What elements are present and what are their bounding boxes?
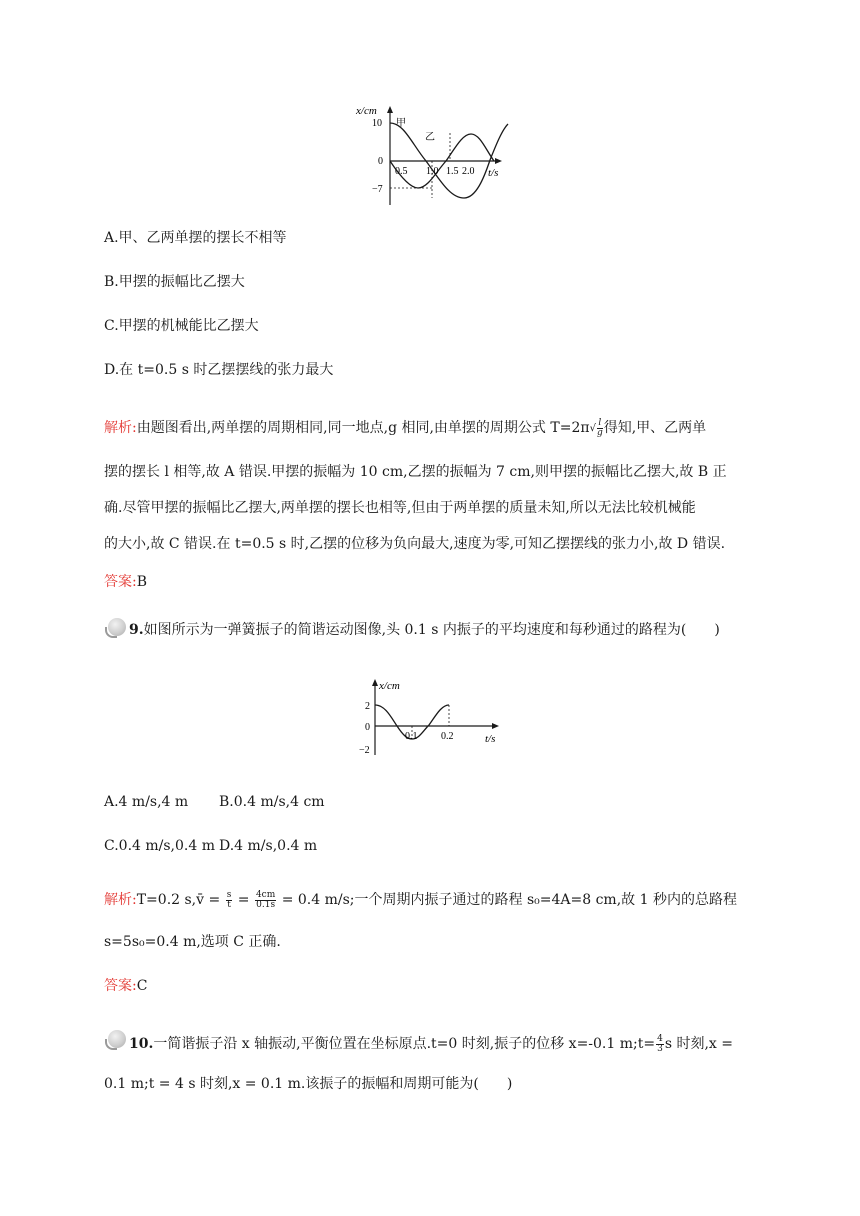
x-axis-arrow	[495, 158, 502, 164]
q9-options-row-1	[104, 792, 325, 812]
pendulum-graph	[350, 100, 510, 210]
x-tick-1.0: 1.0	[426, 166, 439, 177]
q9-number: 9.	[129, 622, 144, 638]
x-tick-0.2: 0.2	[441, 731, 454, 742]
x-tick-1.5: 1.5	[446, 166, 459, 177]
fraction-4cm-over-0.1s: $\frac{4cm}{0.1s}$	[255, 889, 276, 910]
y-axis-label: x/cm	[379, 680, 400, 692]
x-tick-0.5: 0.5	[395, 166, 408, 177]
q8-option-b: B.甲摆的振幅比乙摆大	[104, 274, 245, 290]
q9-option-d: D.4 m/s,0.4 m	[219, 838, 318, 854]
answer-value: C	[136, 978, 148, 994]
y-tick-0: 0	[378, 156, 383, 167]
q8-analysis-line-3: 确.尽管甲摆的振幅比乙摆大,两单摆的摆长也相等,但由于两单摆的质量未知,所以无法比较机械能	[104, 500, 696, 516]
q10-question-line-2: 0.1 m;t = 4 s 时刻,x = 0.1 m.该振子的振幅和周期可能为( )	[104, 1076, 513, 1092]
q9-option-a: A.4 m/s,4 m	[104, 794, 189, 810]
question-badge-icon	[108, 618, 126, 636]
y-axis-arrow	[387, 106, 393, 113]
q9-option-b: B.0.4 m/s,4 cm	[219, 794, 325, 810]
y-tick-neg7: −7	[372, 184, 383, 195]
q8-analysis-line-2: 摆的摆长 l 相等,故 A 错误.甲摆的振幅为 10 cm,乙摆的振幅为 7 cm,则甲摆的振幅比乙摆大,故 B 正	[104, 464, 727, 480]
y-tick-0: 0	[365, 722, 370, 733]
spring-oscillator-graph	[355, 675, 505, 760]
q8-analysis-line-4: 的大小,故 C 错误.在 t=0.5 s 时,乙摆的位移为负向最大,速度为零,可知乙摆摆线的张力小,故 D 错误.	[104, 536, 726, 552]
q8-option-d: D.在 t=0.5 s 时乙摆摆线的张力最大	[104, 362, 334, 378]
x-axis-label: t/s	[485, 733, 496, 745]
x-tick-0.1: 0.1	[405, 731, 418, 742]
y-axis-label: x/cm	[356, 105, 377, 117]
q9-analysis-line-1: 解析:T=0.2 s,v̄ = $\frac{s}{t}$ = $\frac{4cm}{0.1s}$ = 0.4 m/s;一个周期内振子通过的路程 s₀=4A=8 cm,故 1 秒内的总路程	[104, 889, 737, 910]
q8-answer	[104, 572, 147, 592]
fraction-4-over-3: $\frac{4}{3}$	[657, 1033, 663, 1054]
curve-label-yi: 乙	[425, 132, 435, 143]
q8-analysis-line-1: 解析:由题图看出,两单摆的周期相同,同一地点,g 相同,由单摆的周期公式 T=2π√ $\frac{l}{g}$ 得知,甲、乙两单	[104, 417, 707, 438]
y-tick-2: 2	[365, 701, 370, 712]
sqrt-l-over-g: √ $\frac{l}{g}$	[589, 417, 603, 438]
q9-options-row-2	[104, 836, 317, 856]
question-badge-icon	[108, 1030, 126, 1048]
analysis-label: 解析:	[104, 420, 137, 436]
answer-value: B	[136, 574, 148, 590]
q9-question: 9.如图所示为一弹簧振子的简谐运动图像,头 0.1 s 内振子的平均速度和每秒通过的路程为( )	[129, 622, 720, 638]
x-tick-2.0: 2.0	[462, 166, 475, 177]
curve-label-jia: 甲	[396, 118, 406, 129]
q10-number: 10.	[129, 1036, 154, 1052]
analysis-label: 解析:	[104, 892, 137, 908]
q8-option-c: C.甲摆的机械能比乙摆大	[104, 318, 259, 334]
q9-option-c: C.0.4 m/s,0.4 m	[104, 838, 215, 854]
x-axis-arrow	[492, 723, 499, 729]
q10-question-line-1: 10.一简谐振子沿 x 轴振动,平衡位置在坐标原点.t=0 时刻,振子的位移 x=-0.1 m;t= $\frac{4}{3}$ s 时刻,x =	[129, 1033, 733, 1054]
y-tick-10: 10	[372, 118, 382, 129]
answer-label: 答案:	[104, 574, 137, 590]
x-axis-label: t/s	[488, 167, 499, 179]
q9-analysis-line-2: s=5s₀=0.4 m,选项 C 正确.	[104, 934, 281, 950]
fraction-s-over-t: $\frac{s}{t}$	[226, 889, 232, 910]
y-tick-neg2: −2	[359, 745, 370, 756]
q9-answer	[104, 976, 147, 996]
answer-label: 答案:	[104, 978, 137, 994]
q8-option-a: A.甲、乙两单摆的摆长不相等	[104, 230, 287, 246]
y-axis-arrow	[372, 679, 378, 686]
